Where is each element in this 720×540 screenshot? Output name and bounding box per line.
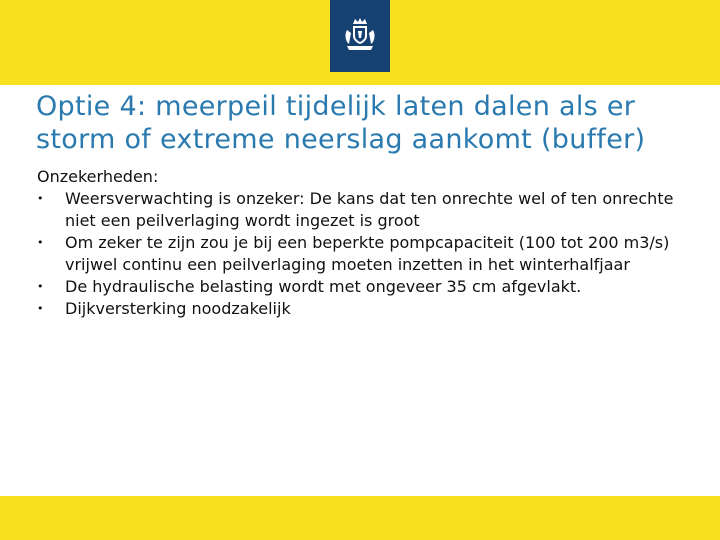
uncertainties-heading: Onzekerheden: bbox=[37, 167, 159, 186]
rijksoverheid-logo bbox=[330, 0, 390, 72]
bullet-icon: • bbox=[37, 302, 44, 315]
bullet-icon: • bbox=[37, 192, 44, 205]
bullet-icon: • bbox=[37, 236, 44, 249]
bottom-yellow-band bbox=[0, 496, 720, 540]
bullet-item bbox=[37, 232, 707, 276]
bullet-text: Weersverwachting is onzeker: De kans dat ten onrechte wel of ten onrechte niet een peilverlaging wordt ingezet is groot bbox=[65, 189, 674, 230]
bullet-item bbox=[37, 298, 707, 320]
bullet-list bbox=[37, 188, 707, 320]
bullet-text: De hydraulische belasting wordt met ongeveer 35 cm afgevlakt. bbox=[65, 277, 582, 296]
bullet-icon: • bbox=[37, 280, 44, 293]
slide-body bbox=[37, 166, 707, 320]
bullet-item bbox=[37, 276, 707, 298]
bullet-text: Dijkversterking noodzakelijk bbox=[65, 299, 291, 318]
slide-title: Optie 4: meerpeil tijdelijk laten dalen als er storm of extreme neerslag aankomt (buffer) bbox=[36, 91, 646, 155]
bullet-item bbox=[37, 188, 707, 232]
coat-of-arms-icon bbox=[330, 0, 390, 72]
bullet-text: Om zeker te zijn zou je bij een beperkte pompcapaciteit (100 tot 200 m3/s) vrijwel continu een peilverlaging moeten inzetten in het winterhalfjaar bbox=[65, 233, 670, 274]
